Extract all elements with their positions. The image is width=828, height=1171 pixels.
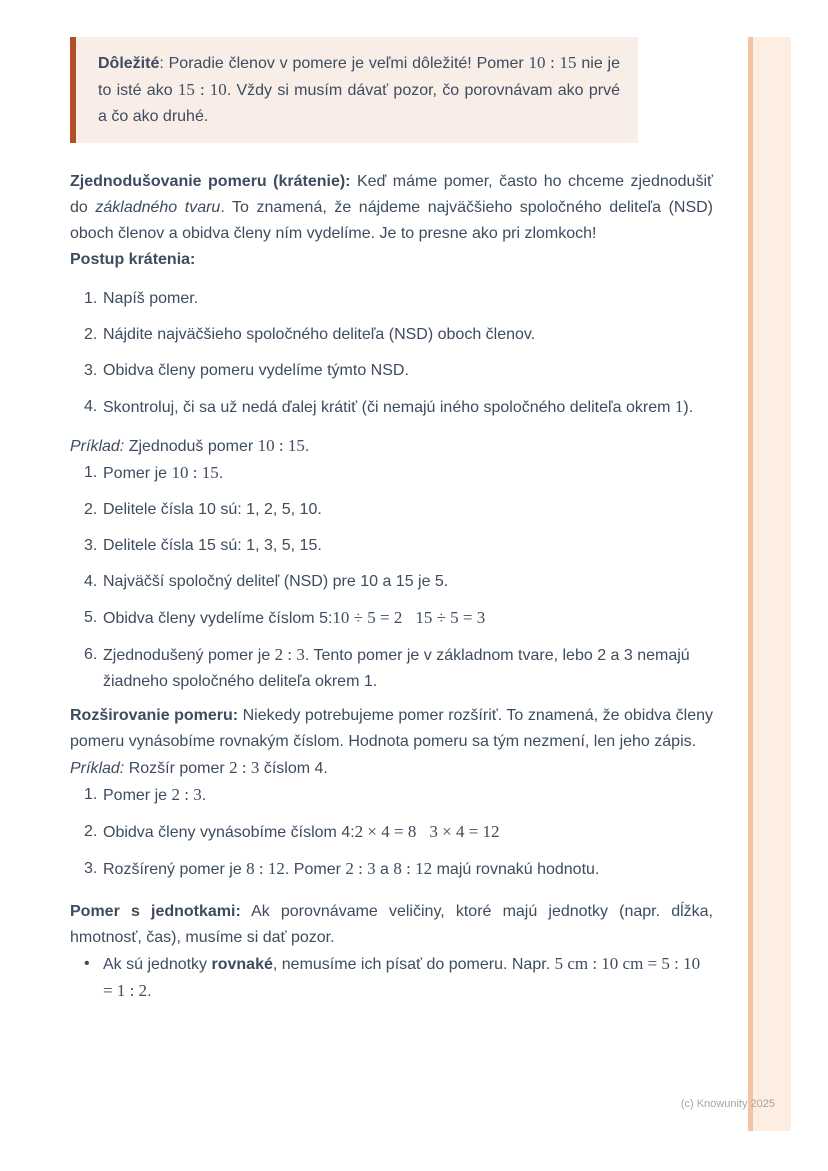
text-segment: Delitele čísla 15 sú: 1, 3, 5, 15. xyxy=(103,537,322,554)
heading-postup: Postup krátenia: xyxy=(70,251,196,268)
text-segment: . xyxy=(147,983,152,1000)
list-marker: 5. xyxy=(84,609,98,626)
text-segment: Pomer je xyxy=(103,465,172,482)
list-item-text xyxy=(103,358,713,384)
text-segment: Najväčší spoločný deliteľ (NSD) pre 10 a 15 je 5. xyxy=(103,573,449,590)
list-item-text xyxy=(103,782,713,809)
important-callout xyxy=(70,37,638,143)
bold-lead: Rozširovanie pomeru: xyxy=(70,707,239,724)
list-marker: 6. xyxy=(84,646,98,663)
bold-segment: rovnaké xyxy=(211,956,273,973)
list-item-text xyxy=(103,642,713,695)
list-item xyxy=(84,642,713,695)
text-segment: Obidva členy vynásobíme číslom 4: xyxy=(103,824,355,841)
paragraph-units xyxy=(70,899,713,951)
example-label: Príklad: xyxy=(70,760,125,777)
text-segment: majú rovnakú hodnotu. xyxy=(432,861,600,878)
list-item-text xyxy=(103,605,713,632)
list-item xyxy=(84,782,713,809)
list-item xyxy=(84,358,713,384)
list-item-text xyxy=(103,951,713,1005)
text-segment: . Vždy si musím dávať pozor, čo porovnávam ako prvé a čo ako druhé. xyxy=(98,82,620,125)
math-inline: 5 cm : 10 cm = 5 : 10 = 1 : 2 xyxy=(103,954,701,1000)
list-item xyxy=(84,533,713,559)
list-item-text xyxy=(103,286,713,312)
text-segment: Obidva členy vydelíme číslom 5: xyxy=(103,610,333,627)
math-inline: 10 : 15 xyxy=(528,53,577,72)
list-marker: 4. xyxy=(84,573,98,590)
text-segment: : Poradie členov v pomere je veľmi dôležité! Pomer xyxy=(159,55,529,72)
text-segment: Delitele čísla 10 sú: 1, 2, 5, 10. xyxy=(103,501,322,518)
list-marker: 2. xyxy=(84,823,98,840)
copyright-notice: (c) Knowunity 2025 xyxy=(680,1098,775,1110)
list-marker: 4. xyxy=(84,398,98,415)
text-segment: . xyxy=(304,438,310,455)
math-inline: 8 : 12 xyxy=(246,859,285,878)
math-inline: 3 × 4 = 12 xyxy=(429,822,500,841)
math-inline: 10 : 15 xyxy=(171,463,219,482)
list-marker: 2. xyxy=(84,326,98,343)
list-marker: 1. xyxy=(84,290,98,307)
math-inline: 10 : 15 xyxy=(257,436,305,455)
text-segment: Keď máme pomer, často ho chceme zjednodušiť do xyxy=(70,173,714,216)
math-inline: 1 xyxy=(674,397,684,416)
text-segment: , nemusíme ich písať do pomeru. Napr. xyxy=(272,956,555,973)
text-segment: . xyxy=(201,787,207,804)
math-inline: 2 : 3 xyxy=(274,645,305,664)
list-item-text xyxy=(103,856,713,883)
list-item-text xyxy=(103,533,713,559)
list-item xyxy=(84,951,713,1005)
math-inline: 8 : 12 xyxy=(393,859,433,878)
text-segment: . xyxy=(218,465,224,482)
bullet-icon: • xyxy=(84,955,90,972)
page-content xyxy=(70,37,713,1005)
list-item xyxy=(84,286,713,312)
text-segment: Obidva členy pomeru vydelíme týmto NSD. xyxy=(103,362,409,379)
math-inline: 15 ÷ 5 = 3 xyxy=(415,608,486,627)
text-segment: Skontroluj, či sa už nedá ďalej krátiť (či nemajú iného spoločného deliteľa okrem xyxy=(103,399,675,416)
callout-text xyxy=(98,50,620,130)
text-segment: Napíš pomer. xyxy=(103,290,199,307)
list-item xyxy=(84,605,713,632)
math-inline: 10 ÷ 5 = 2 xyxy=(332,608,403,627)
text-segment: Rozšírený pomer je xyxy=(103,861,247,878)
list-item xyxy=(84,569,713,595)
example-1 xyxy=(70,433,713,460)
list-marker: 3. xyxy=(84,860,98,877)
text-segment: Ak porovnávame veličiny, ktoré majú jednotky (napr. dĺžka, hmotnosť, čas), musíme si dať pozor. xyxy=(70,903,714,946)
page-edge-stripe xyxy=(748,37,791,1131)
list-item-text xyxy=(103,497,713,523)
text-segment: nie je to isté ako xyxy=(98,55,620,99)
callout-label: Dôležité xyxy=(98,55,160,72)
list-item xyxy=(84,497,713,523)
paragraph-simplify xyxy=(70,169,713,247)
text-segment: ). xyxy=(683,399,694,416)
math-inline: 2 : 3 xyxy=(345,859,376,878)
units-bullet-list xyxy=(70,951,713,1005)
steps-list xyxy=(70,286,713,421)
text-segment: Zjednodušený pomer je xyxy=(103,647,275,664)
text-segment: a xyxy=(375,861,394,878)
bold-lead: Pomer s jednotkami: xyxy=(70,903,241,920)
text-segment: Nájdite najväčšieho spoločného deliteľa (NSD) oboch členov. xyxy=(103,326,536,343)
text-segment: číslom 4. xyxy=(259,760,328,777)
list-marker: 1. xyxy=(84,786,98,803)
math-inline: 15 : 10 xyxy=(177,80,227,99)
math-inline: 2 : 3 xyxy=(171,785,202,804)
italic-segment: základného tvaru xyxy=(95,199,221,216)
bold-lead: Zjednodušovanie pomeru (krátenie): xyxy=(70,173,351,190)
solution-2-list xyxy=(70,782,713,883)
text-segment: . Tento pomer je v základnom tvare, lebo 2 a 3 nemajú žiadneho spoločného deliteľa okrem 1. xyxy=(103,647,690,690)
list-item xyxy=(84,819,713,846)
list-item xyxy=(84,856,713,883)
text-segment: Ak sú jednotky xyxy=(103,956,212,973)
list-marker: 1. xyxy=(84,464,98,481)
list-item-text xyxy=(103,819,713,846)
example-2 xyxy=(70,755,713,782)
list-item-text xyxy=(103,322,713,348)
text-segment: . Pomer xyxy=(284,861,346,878)
list-item-text xyxy=(103,569,713,595)
list-item-text xyxy=(103,394,713,421)
example-label: Príklad: xyxy=(70,438,125,455)
text-segment: . To znamená, že nájdeme najväčšieho spoločného deliteľa (NSD) oboch členov a obidva členy ním vydelíme. Je to presne ako pri zlomkoch! xyxy=(70,199,714,242)
list-item xyxy=(84,394,713,421)
list-item xyxy=(84,460,713,487)
text-segment: Pomer je xyxy=(103,787,172,804)
paragraph-expand xyxy=(70,703,713,755)
math-inline: 2 × 4 = 8 xyxy=(354,822,417,841)
list-item xyxy=(84,322,713,348)
list-marker: 2. xyxy=(84,501,98,518)
list-marker: 3. xyxy=(84,537,98,554)
list-marker: 3. xyxy=(84,362,98,379)
solution-1-list xyxy=(70,460,713,695)
text-segment: Zjednoduš pomer xyxy=(124,438,258,455)
math-inline: 2 : 3 xyxy=(229,758,260,777)
list-item-text xyxy=(103,460,713,487)
text-segment: Niekedy potrebujeme pomer rozšíriť. To znamená, že obidva členy pomeru vynásobíme rovnakým číslom. Hodnota pomeru sa tým nezmení, len jeho zápis. xyxy=(70,707,713,750)
text-segment: Rozšír pomer xyxy=(124,760,230,777)
